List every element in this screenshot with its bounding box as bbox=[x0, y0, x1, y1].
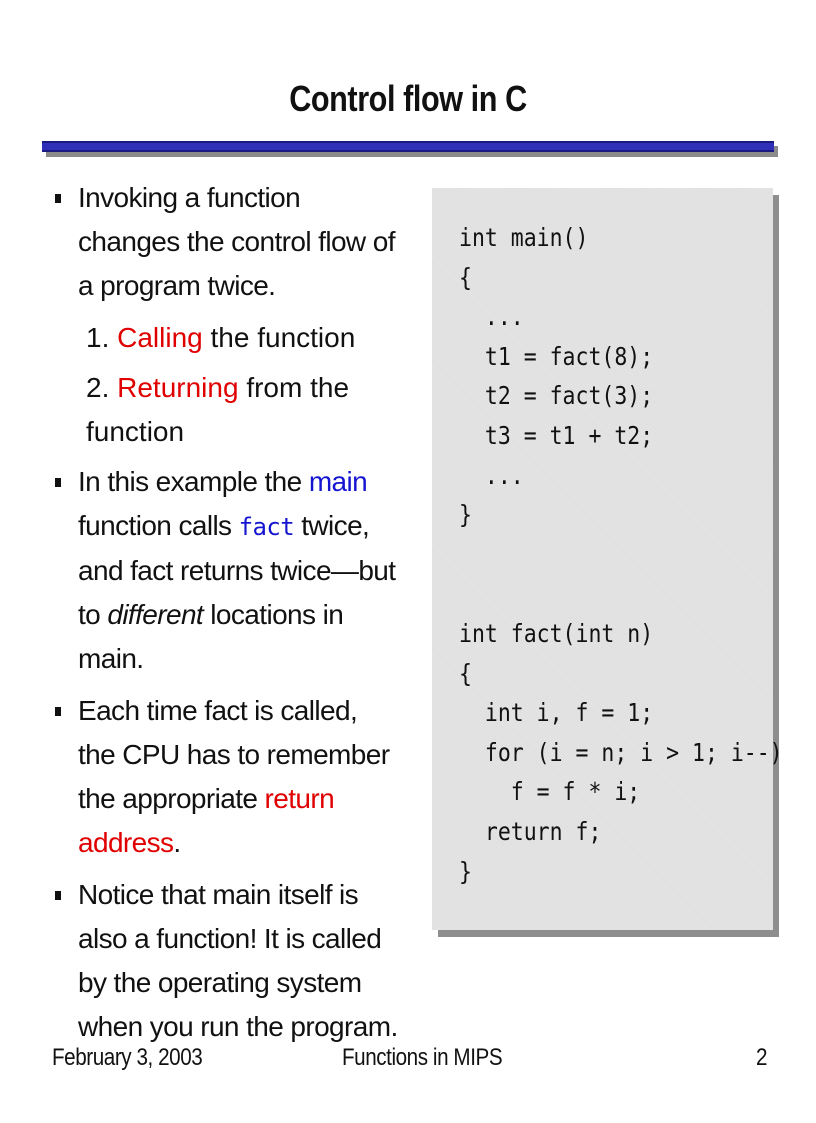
code-line bbox=[459, 535, 783, 575]
bullet-marker bbox=[55, 194, 61, 203]
code-line: t1 = fact(8); bbox=[459, 341, 654, 371]
code-line: f = f * i; bbox=[459, 777, 641, 807]
code-line: } bbox=[459, 500, 472, 530]
sub-item-text: the function bbox=[202, 322, 356, 353]
code-line: for (i = n; i > 1; i--) bbox=[459, 737, 783, 767]
return-address-highlight: return address bbox=[78, 783, 335, 858]
bullet-example-text-2: function calls bbox=[78, 510, 239, 541]
bullet-example-text-4: locations in main. bbox=[78, 599, 344, 674]
bullet-main-function-text: Notice that main itself is also a function! It is called by the operating system when you run the program. bbox=[78, 879, 398, 1042]
bullet-list bbox=[50, 176, 400, 1057]
bullet-marker bbox=[55, 478, 61, 487]
footer-title: Functions in MIPS bbox=[342, 1044, 503, 1071]
code-line: int fact(int n) bbox=[459, 618, 654, 648]
code-line: } bbox=[459, 856, 472, 886]
bullet-invoking-text: Invoking a function changes the control flow of a program twice. bbox=[78, 182, 395, 301]
code-line: return f; bbox=[459, 816, 602, 846]
bullet-marker bbox=[55, 707, 61, 716]
code-block bbox=[459, 218, 783, 891]
footer-date: February 3, 2003 bbox=[52, 1044, 203, 1071]
sub-item-calling bbox=[50, 316, 400, 360]
title-rule bbox=[42, 141, 774, 152]
fact-keyword: fact bbox=[238, 513, 295, 541]
code-line: ... bbox=[459, 460, 524, 490]
bullet-marker bbox=[55, 891, 61, 900]
bullet-main-function bbox=[50, 873, 400, 1049]
bullet-return-text-2: . bbox=[173, 827, 181, 858]
calling-highlight: Calling bbox=[117, 322, 203, 353]
different-emphasis: different bbox=[107, 599, 204, 630]
sub-item-text: from the function bbox=[86, 372, 350, 447]
bullet-invoking bbox=[50, 176, 400, 308]
bullet-example-text-3: twice, and fact returns twice—but to bbox=[78, 510, 396, 630]
bullet-return-text-1: Each time fact is called, the CPU has to remember the appropriate bbox=[78, 695, 390, 814]
code-line: { bbox=[459, 658, 472, 688]
code-line: t3 = t1 + t2; bbox=[459, 420, 654, 450]
code-line: t2 = fact(3); bbox=[459, 381, 654, 411]
bullet-return-address bbox=[50, 689, 400, 865]
code-line: int main() bbox=[459, 223, 589, 252]
slide-title: Control flow in C bbox=[289, 78, 527, 119]
code-line bbox=[459, 574, 783, 614]
code-line: int i, f = 1; bbox=[459, 698, 654, 728]
page-number: 2 bbox=[756, 1044, 768, 1071]
sub-item-number: 1. bbox=[86, 322, 110, 353]
returning-highlight: Returning bbox=[117, 372, 239, 403]
bullet-example bbox=[50, 460, 400, 681]
sub-item-number: 2. bbox=[86, 372, 110, 403]
code-line: { bbox=[459, 262, 472, 292]
code-line: ... bbox=[459, 302, 524, 332]
main-keyword: main bbox=[308, 466, 368, 497]
sub-item-returning bbox=[50, 366, 400, 454]
bullet-example-text-1: In this example the bbox=[78, 466, 309, 497]
